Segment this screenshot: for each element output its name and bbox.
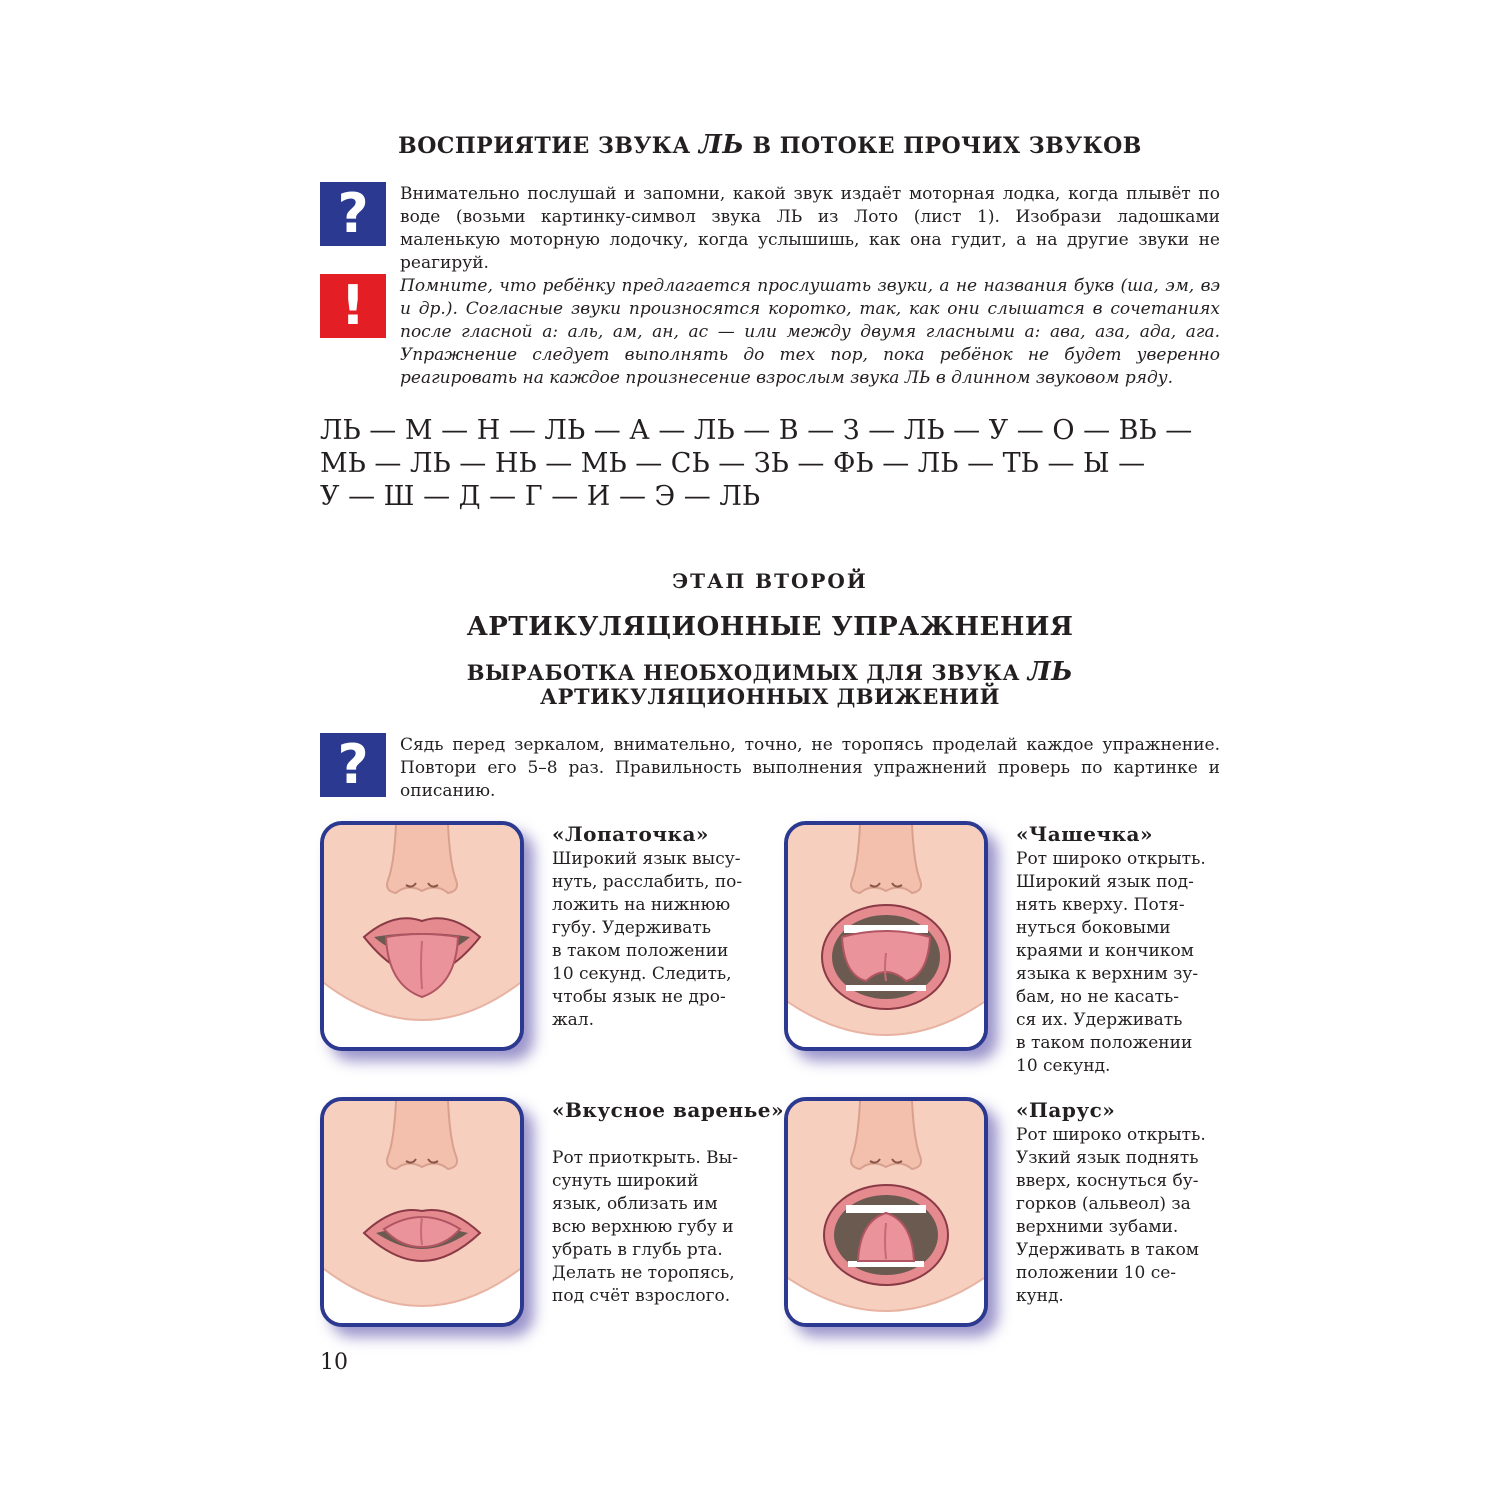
question-mark-icon: ? <box>320 182 386 246</box>
exercise-title-chashechka: «Чашечка» <box>1016 822 1153 846</box>
sound-row-3: У — Ш — Д — Г — И — Э — ЛЬ <box>320 481 761 512</box>
mouth-cup-tongue-illustration <box>784 821 988 1051</box>
exercise-title-parus: «Парус» <box>1016 1098 1116 1122</box>
warning-note: Помните, что ребёнку предлагается прослушать звуки, а не названия букв (ша, эм, вэ и др.). Согласные звуки произносятся коротко, так, как они слышатся в сочетаниях после гласной а: аль, ам, ан, ас — или между двумя гласными а: ава, аза, ада, ага. Упражнение следует выполнять до тех пор, пока ребёнок не будет уверенно реагировать на каждое произнесение взрослым звука ЛЬ в длинном звуковом ряду. <box>400 276 1220 388</box>
sound-highlight: ЛЬ <box>1027 657 1074 687</box>
page-number: 10 <box>320 1350 348 1375</box>
sound-row-1: ЛЬ — М — Н — ЛЬ — А — ЛЬ — В — З — ЛЬ — У — О — ВЬ — <box>320 415 1193 446</box>
exercise-text-lopatochka: Широкий язык высу- нуть, расслабить, по- ложить на нижнюю губу. Удерживать в таком положении 10 секунд. Следить, чтобы язык не дро- жал. <box>552 849 743 1030</box>
exercise-title-lopatochka: «Лопаточка» <box>552 822 709 846</box>
stage-label: ЭТАП ВТОРОЙ <box>672 569 868 593</box>
sound-highlight: ЛЬ <box>698 130 745 160</box>
sound-row-2: МЬ — ЛЬ — НЬ — МЬ — СЬ — ЗЬ — ФЬ — ЛЬ — ТЬ — Ы — <box>320 448 1146 479</box>
exclamation-mark-icon: ! <box>320 274 386 338</box>
exercise-title-varenye: «Вкусное варенье» <box>552 1098 784 1122</box>
mouth-licking-lip-illustration <box>320 1097 524 1327</box>
section-title-articulation: АРТИКУЛЯЦИОННЫЕ УПРАЖНЕНИЯ <box>466 612 1074 642</box>
question-instruction-1: Внимательно послушай и запомни, какой звук издаёт моторная лодка, когда плывёт по воде (возьми картинку-символ звука ЛЬ из Лото (лист 1). Изобрази ладошками маленькую моторную лодочку, когда услышишь, как она гудит, а на другие звуки не реагируй. <box>400 184 1220 273</box>
section-title-perception: ВОСПРИЯТИЕ ЗВУКА ЛЬ В ПОТОКЕ ПРОЧИХ ЗВУКОВ <box>398 130 1142 160</box>
exercise-text-parus: Рот широко открыть. Узкий язык поднять вверх, коснуться бу- горков (альвеол) за верхними зубами. Удерживать в таком положении 10 се- кунд. <box>1016 1125 1206 1306</box>
question-mark-icon: ? <box>320 733 386 797</box>
exercise-text-varenye: Рот приоткрыть. Вы- сунуть широкий язык, облизать им всю верхнюю губу и убрать в глубь рта. Делать не торопясь, под счёт взрослого. <box>552 1148 738 1306</box>
exercise-text-chashechka: Рот широко открыть. Широкий язык под- нять кверху. Потя- нуться боковыми краями и кончиком языка к верхним зу- бам, но не касать- ся их. Удерживать в таком положении 10 секунд. <box>1016 849 1206 1076</box>
section-subtitle: ВЫРАБОТКА НЕОБХОДИМЫХ ДЛЯ ЗВУКА ЛЬ АРТИКУЛЯЦИОННЫХ ДВИЖЕНИЙ <box>466 657 1074 709</box>
question-instruction-2: Сядь перед зеркалом, внимательно, точно, не торопясь проделай каждое упражнение. Повтори его 5–8 раз. Правильность выполнения упражнений проверь по картинке и описанию. <box>400 735 1220 801</box>
mouth-tongue-out-illustration <box>320 821 524 1051</box>
mouth-sail-tongue-illustration <box>784 1097 988 1327</box>
